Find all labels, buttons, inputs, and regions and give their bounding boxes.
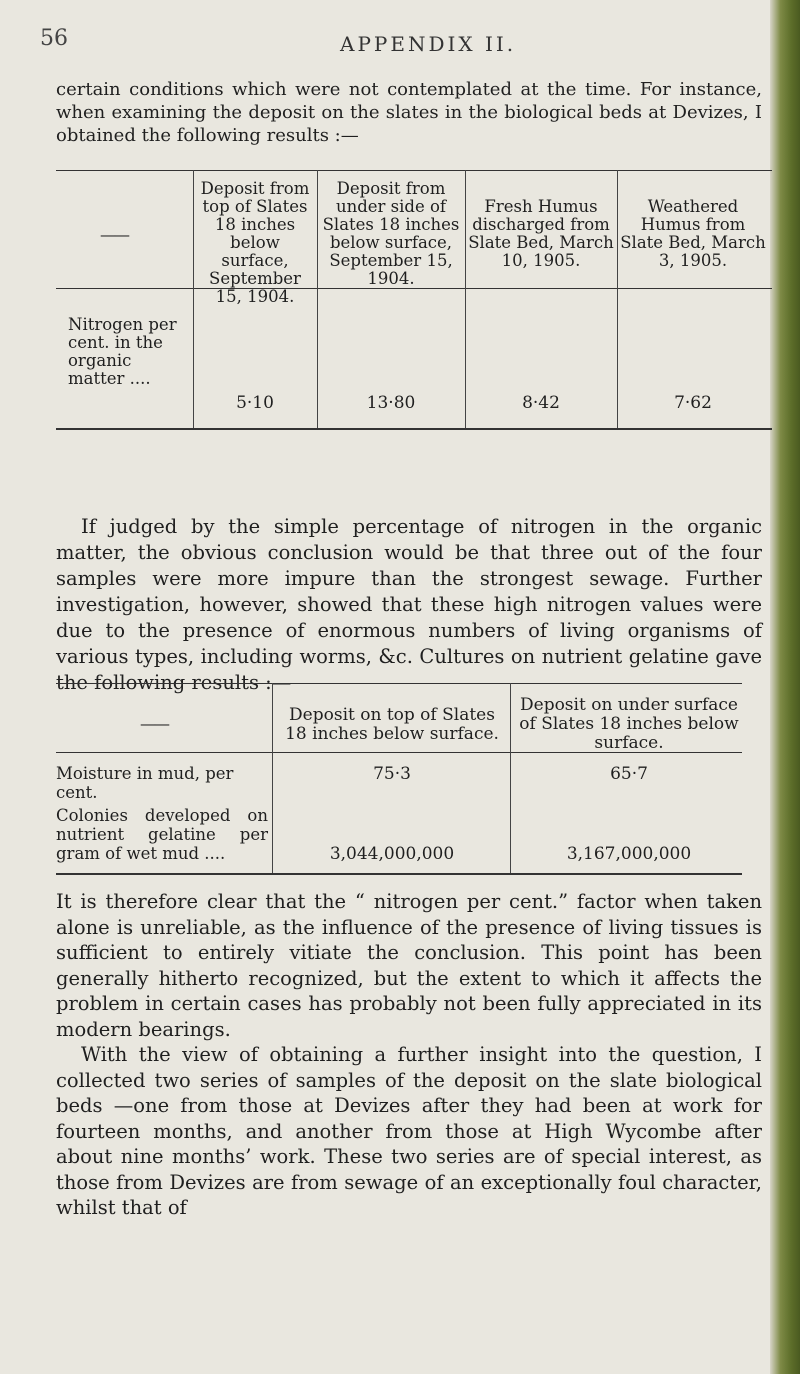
table-col-divider <box>510 683 511 873</box>
intro-paragraph: certain conditions which were not contemplated at the time. For instance, when examining the deposit on the slates in the biological beds at Devizes, I obtained the following results :— <box>56 79 762 146</box>
table-column-header: Deposit from under side of Slates 18 inches below surface, September 15, 1904. <box>322 179 460 288</box>
running-head: APPENDIX II. <box>340 32 517 56</box>
table-col-divider <box>465 170 466 428</box>
table-rule-top <box>56 170 772 171</box>
page-number: 56 <box>40 26 68 51</box>
table-col-divider <box>193 170 194 428</box>
body-paragraph: With the view of obtaining a further insight into the question, I collected two series of samples of the deposit on the slate biological beds —one from those at Devizes after they had been at work for fourteen months, and another from those at High Wycombe after about nine months’ work. These two series are of special interest, as those from Devizes are from sewage of an exceptionally foul character, whilst that of <box>56 1043 762 1219</box>
table-cell: 75·3 <box>373 764 411 784</box>
table-column-header: Deposit on under surface of Slates 18 inches below surface. <box>519 695 739 753</box>
table-rule-bottom <box>56 873 742 875</box>
table-rule-top <box>56 683 742 684</box>
table-cell: 13·80 <box>366 393 416 413</box>
table-cell: 5·10 <box>236 393 274 413</box>
table-column-header: Fresh Humus discharged from Slate Bed, March 10, 1905. <box>468 197 614 270</box>
table-col-divider <box>617 170 618 428</box>
page-edge-binding <box>770 0 800 1374</box>
table-column-header: Weathered Humus from Slate Bed, March 3, 1905. <box>620 197 766 270</box>
table-rule-header <box>56 288 772 289</box>
table-row-label: Colonies developed on nutrient gelatine per gram of wet mud .... <box>56 806 268 863</box>
table-column-header: Deposit from top of Slates 18 inches below surface, September 15, 1904. <box>200 179 310 306</box>
table-column-header: Deposit on top of Slates 18 inches below surface. <box>285 705 499 744</box>
table-col-divider <box>317 170 318 428</box>
table-col-divider <box>272 683 273 873</box>
table-cell: 7·62 <box>674 393 712 413</box>
body-paragraph: It is therefore clear that the “ nitrogen per cent.” factor when taken alone is unreliable, as the influence of the presence of living tissues is sufficient to entirely vitiate the conclusion. This point has been generally hitherto recognized, but the extent to which it affects the problem in certain cases has probably not been fully appreciated in its modern bearings. <box>56 890 762 1041</box>
table-rule-bottom <box>56 428 772 430</box>
table-stub-header: —— <box>100 225 128 244</box>
body-paragraph: If judged by the simple percentage of nitrogen in the organic matter, the obvious conclusion would be that three out of the four samples were more impure than the strongest sewage. Further investigation, however, showed that these high nitrogen values were due to the presence of enormous numbers of living organisms of various types, including worms, &c. Cultures on nutrient gelatine gave the following results :— <box>56 515 762 694</box>
table-cell: 65·7 <box>610 764 648 784</box>
table-stub-header: —— <box>140 714 168 733</box>
table-cell: 3,044,000,000 <box>329 844 455 864</box>
table-cell: 3,167,000,000 <box>566 844 692 864</box>
table-row-label: Nitrogen per cent. in the organic matter .... <box>68 315 177 388</box>
table-cell: 8·42 <box>522 393 560 413</box>
table-row-label: Moisture in mud, per cent. <box>56 764 234 802</box>
